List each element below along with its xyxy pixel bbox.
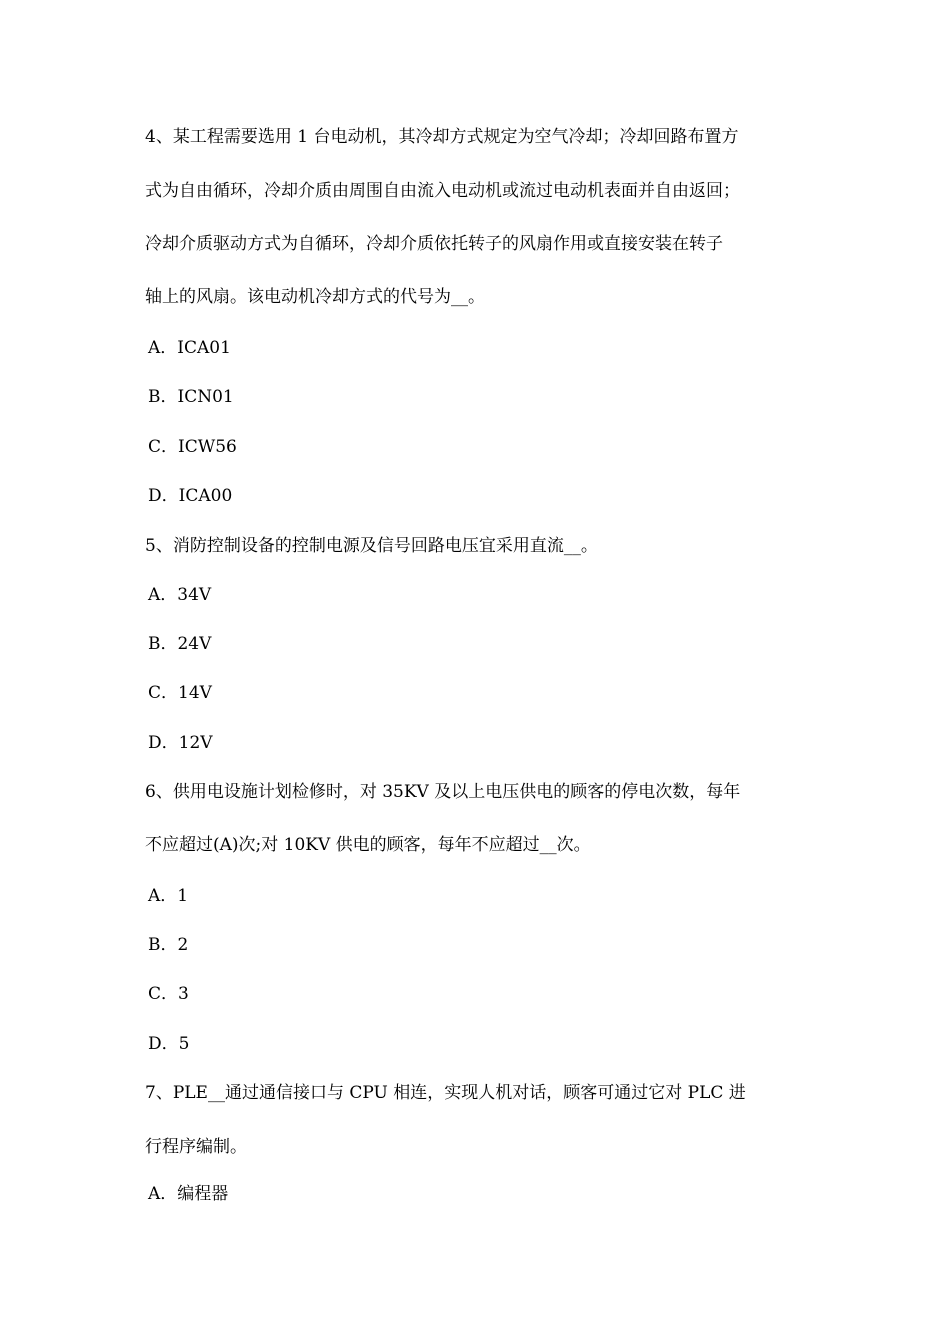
question-4-option-c: C．ICW56	[148, 437, 237, 457]
question-4-option-b: B．ICN01	[148, 387, 234, 407]
question-5-option-b: B．24V	[148, 634, 212, 654]
question-4-option-a: A．ICA01	[148, 338, 231, 358]
question-5-option-a: A．34V	[148, 585, 212, 605]
question-5-option-d: D．12V	[148, 733, 213, 753]
question-6-option-a: A．1	[148, 886, 189, 906]
question-7-line-1: 7、PLE__通过通信接口与 CPU 相连，实现人机对话，顾客可通过它对 PLC 进	[145, 1083, 746, 1103]
question-5-line-1: 5、消防控制设备的控制电源及信号回路电压宜采用直流__。	[145, 536, 598, 556]
question-6-option-b: B．2	[148, 935, 189, 955]
question-5-option-c: C．14V	[148, 683, 212, 703]
question-6-line-2: 不应超过(A)次;对 10KV 供电的顾客，每年不应超过__次。	[145, 835, 591, 855]
question-6-line-1: 6、供用电设施计划检修时，对 35KV 及以上电压供电的顾客的停电次数，每年	[145, 782, 741, 802]
question-7-line-2: 行程序编制。	[145, 1137, 247, 1157]
question-4-line-2: 式为自由循环，冷却介质由周围自由流入电动机或流过电动机表面并自由返回；	[145, 181, 740, 201]
question-6-option-d: D．5	[148, 1034, 190, 1054]
question-4-line-3: 冷却介质驱动方式为自循环，冷却介质依托转子的风扇作用或直接安装在转子	[145, 234, 723, 254]
question-7-option-a: A．编程器	[148, 1184, 229, 1204]
question-6-option-c: C．3	[148, 984, 189, 1004]
question-4-line-4: 轴上的风扇。该电动机冷却方式的代号为__。	[145, 287, 485, 307]
question-4-line-1: 4、某工程需要选用 1 台电动机，其冷却方式规定为空气冷却；冷却回路布置方	[145, 127, 739, 147]
question-4-option-d: D．ICA00	[148, 486, 233, 506]
